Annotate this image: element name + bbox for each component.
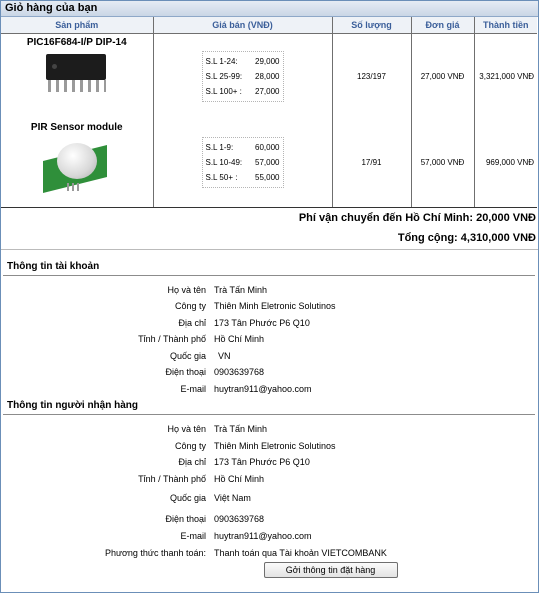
unit-price-cell: 57,000 VNĐ — [411, 119, 474, 207]
col-header-quantity: Số lượng — [332, 17, 411, 33]
price-tier-cell — [153, 119, 332, 207]
info-label: Địa chỉ — [178, 457, 206, 468]
info-label: Họ và tên — [167, 424, 206, 435]
tier-price: 55,000 — [255, 173, 280, 183]
info-value: huytran911@yahoo.com — [214, 383, 312, 394]
info-row — [1, 331, 538, 348]
tier-range: S.L 50+ : — [205, 173, 238, 183]
product-name[interactable]: PIC16F684-I/P DIP-14 — [26, 36, 127, 48]
grand-total: Tổng cộng: 4,310,000 VNĐ — [397, 231, 536, 244]
info-value: 173 Tân Phước P6 Q10 — [214, 317, 310, 328]
info-label: E-mail — [180, 531, 206, 542]
cart-totals — [1, 208, 538, 248]
info-label: Địa chỉ — [178, 317, 206, 328]
price-tier-cell — [153, 33, 332, 119]
info-label: Điện thoại — [165, 367, 206, 378]
info-label: E-mail — [180, 383, 206, 394]
info-value: 173 Tân Phước P6 Q10 — [214, 457, 310, 468]
info-row — [1, 487, 538, 509]
tier-price: 60,000 — [255, 143, 280, 153]
info-label: Quốc gia — [169, 493, 206, 503]
pir-sensor-image[interactable] — [41, 143, 113, 189]
info-row — [1, 364, 538, 381]
info-label: Tỉnh / Thành phố — [138, 473, 206, 484]
info-row — [1, 348, 538, 365]
info-value: Thiên Minh Eletronic Solutinos — [214, 440, 336, 451]
info-label: Công ty — [174, 301, 206, 312]
info-value: huytran911@yahoo.com — [214, 531, 312, 542]
unit-price-cell: 27,000 VNĐ — [411, 33, 474, 119]
tier-price: 27,000 — [255, 86, 280, 96]
price-tier-box — [202, 137, 284, 188]
product-name[interactable]: PIR Sensor module — [30, 122, 123, 133]
tier-price: 28,000 — [255, 71, 280, 81]
info-value: Trà Tấn Minh — [214, 284, 268, 295]
quantity-cell: 123/197 — [332, 33, 411, 119]
payment-method-label: Phương thức thanh toán: — [104, 547, 206, 558]
panel-title: Giỏ hàng của bạn — [1, 1, 538, 17]
info-label: Quốc gia — [169, 350, 206, 361]
info-row — [1, 471, 538, 488]
info-row — [1, 528, 538, 545]
tier-range: S.L 1-9: — [205, 143, 234, 153]
tier-range: S.L 100+ : — [205, 86, 242, 96]
recipient-section-title: Thông tin người nhận hàng — [3, 397, 535, 415]
table-row — [1, 119, 537, 207]
info-row — [1, 282, 538, 299]
info-row — [1, 454, 538, 471]
col-header-product: Sản phẩm — [1, 17, 153, 33]
cart-table — [1, 17, 537, 208]
info-value: Hồ Chí Minh — [214, 473, 265, 484]
info-label: Điện thoại — [165, 513, 206, 524]
info-value: Hồ Chí Minh — [214, 334, 265, 345]
product-cell — [1, 33, 153, 119]
info-row — [1, 509, 538, 528]
info-label: Tỉnh / Thành phố — [138, 334, 206, 345]
info-value: Trà Tấn Minh — [214, 424, 268, 435]
cart-header-row — [1, 17, 537, 33]
ic-chip-image[interactable] — [42, 54, 112, 94]
info-value: Thiên Minh Eletronic Solutinos — [214, 301, 336, 312]
tier-range: S.L 25-99: — [205, 71, 243, 81]
info-row — [1, 381, 538, 398]
info-row — [1, 315, 538, 332]
col-header-total: Thành tiền — [474, 17, 537, 33]
account-section-title: Thông tin tài khoản — [3, 258, 535, 276]
table-row — [1, 33, 537, 119]
line-total-cell: 969,000 VNĐ — [474, 119, 537, 207]
tier-price: 29,000 — [255, 56, 280, 66]
tier-range: S.L 1-24: — [205, 56, 238, 66]
submit-area — [1, 562, 538, 578]
info-value: 0903639768 — [214, 367, 265, 378]
tier-range: S.L 10-49: — [205, 158, 243, 168]
info-row — [1, 438, 538, 455]
payment-method-value: Thanh toán qua Tài khoản VIETCOMBANK — [214, 547, 387, 558]
info-row — [1, 545, 538, 562]
info-label: Công ty — [174, 440, 206, 451]
line-total-cell: 3,321,000 VNĐ — [479, 71, 534, 81]
col-header-price: Giá bán (VNĐ) — [153, 17, 332, 33]
info-value: VN — [218, 350, 231, 361]
info-row — [1, 421, 538, 438]
tier-price: 57,000 — [255, 158, 280, 168]
shipping-fee: Phí vận chuyển đến Hồ Chí Minh: 20,000 VNĐ — [298, 211, 536, 224]
info-label: Họ và tên — [167, 284, 206, 295]
col-header-unit-price: Đơn giá — [411, 17, 474, 33]
price-tier-box — [202, 51, 284, 102]
info-value: 0903639768 — [214, 513, 265, 524]
account-info — [1, 276, 538, 398]
recipient-info — [1, 415, 538, 561]
product-cell — [1, 119, 153, 207]
quantity-cell: 17/91 — [332, 119, 411, 207]
submit-order-button[interactable]: Gởi thông tin đặt hàng — [264, 562, 398, 578]
info-value: Việt Nam — [214, 493, 251, 503]
info-row — [1, 298, 538, 315]
